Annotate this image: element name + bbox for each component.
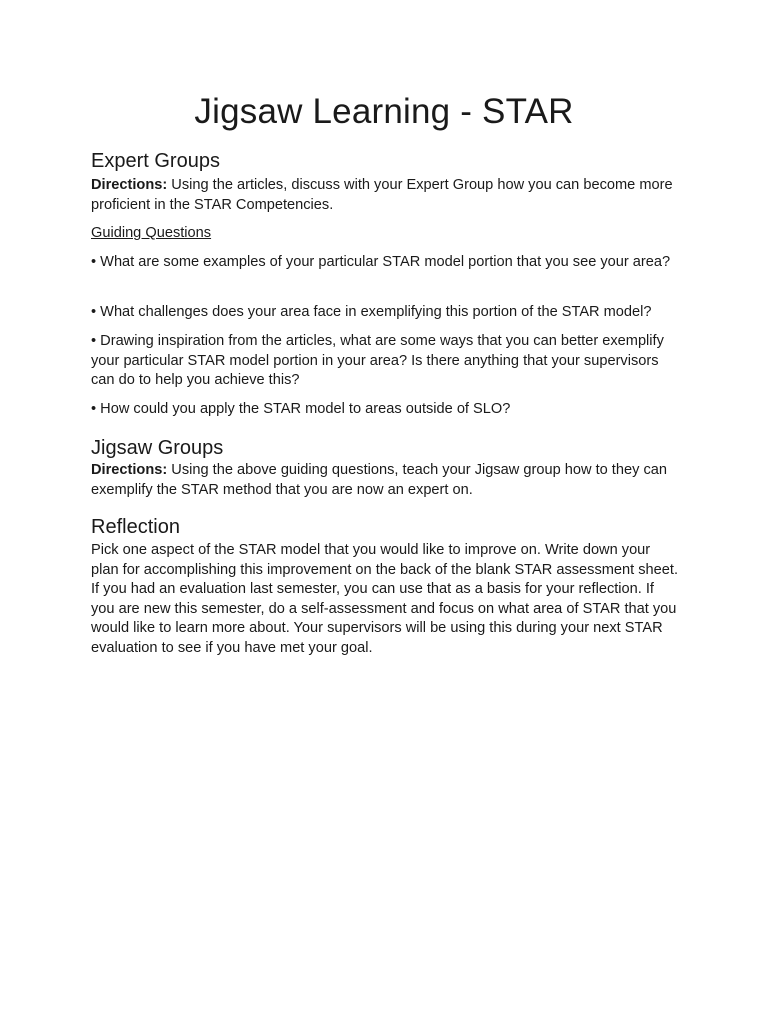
expert-groups-heading: Expert Groups xyxy=(91,150,220,172)
guiding-question-1: • What are some examples of your particular STAR model portion that you see your area? xyxy=(91,254,671,270)
guiding-questions-label: Guiding Questions xyxy=(91,225,212,241)
expert-directions-text: Using the articles, discuss with your Expert Group how you can become more proficient in the STAR Competencies. xyxy=(91,177,673,213)
jigsaw-directions xyxy=(91,461,681,500)
page-title: Jigsaw Learning - STAR xyxy=(194,92,574,131)
reflection-text: Pick one aspect of the STAR model that you would like to improve on. Write down your plan for accomplishing this improvement on the back of the blank STAR assessment sheet. If you had an evaluation last semester, you can use that as a basis for your reflection. If you are new this semester, do a self-assessment and focus on what area of STAR that you would like to learn more about. Your supervisors will be using this during your next STAR evaluation to see if you have met your goal. xyxy=(91,542,679,656)
reflection-heading: Reflection xyxy=(91,516,180,538)
guiding-question-4: • How could you apply the STAR model to areas outside of SLO? xyxy=(91,401,511,417)
jigsaw-directions-label: Directions: xyxy=(91,462,168,478)
jigsaw-directions-text: Using the above guiding questions, teach your Jigsaw group how to they can exemplify the STAR method that you are now an expert on. xyxy=(91,462,667,498)
guiding-question-3: • Drawing inspiration from the articles, what are some ways that you can better exemplify your particular STAR model portion in your area? Is there anything that your supervisors can do to help you achieve this? xyxy=(91,333,664,388)
expert-directions-label: Directions: xyxy=(91,177,168,193)
expert-directions xyxy=(91,176,681,215)
jigsaw-groups-heading: Jigsaw Groups xyxy=(91,437,224,459)
guiding-question-2: • What challenges does your area face in exemplifying this portion of the STAR model? xyxy=(91,304,652,320)
